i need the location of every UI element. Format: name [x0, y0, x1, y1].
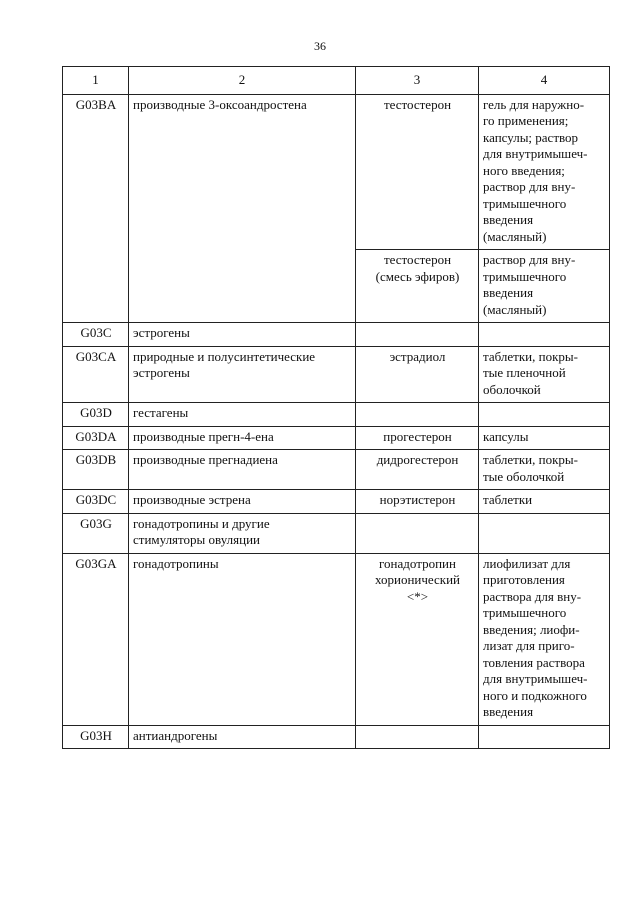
- column-header-1: 1: [63, 67, 129, 95]
- substance-line: прогестерон: [383, 428, 452, 444]
- form-line: (масляный): [483, 301, 547, 317]
- column-header-4: 4: [479, 67, 610, 95]
- group-name-cell: [129, 346, 356, 403]
- table-row: [63, 426, 610, 450]
- group-line: антиандрогены: [133, 727, 218, 743]
- atc-code-cell: G03GA: [63, 553, 129, 725]
- group-line: производные 3-оксоандростена: [133, 96, 307, 112]
- table-row: [63, 725, 610, 749]
- table-row: [63, 490, 610, 514]
- form-line: (масляный): [483, 228, 547, 244]
- dosage-form-cell: [479, 553, 610, 725]
- form-line: тые пленочной: [483, 365, 566, 380]
- form-line: таблетки, покры-: [483, 452, 578, 467]
- form-line: для внутримышеч-: [483, 146, 588, 161]
- table-row: [63, 553, 610, 725]
- atc-code-cell: G03H: [63, 725, 129, 749]
- header-row: [63, 67, 610, 95]
- substance-cell: [356, 346, 479, 403]
- dosage-form-cell: [479, 490, 610, 514]
- form-line: товления раствора: [483, 654, 585, 670]
- atc-code-cell: G03DB: [63, 450, 129, 490]
- form-line: таблетки, покры-: [483, 348, 578, 364]
- form-line: введения; лиофи-: [483, 621, 580, 637]
- substance-line: тестостерон: [383, 252, 452, 267]
- group-name-cell: [129, 403, 356, 427]
- dosage-form-cell: [479, 513, 610, 553]
- form-line: раствор для вну-: [483, 252, 576, 267]
- substance-cell: [356, 426, 479, 450]
- group-line: гестагены: [133, 405, 189, 420]
- table-row: [63, 323, 610, 347]
- group-line: производные прегнадиена: [133, 452, 278, 467]
- group-line: эстрогены: [133, 365, 190, 380]
- form-line: го применения;: [483, 113, 569, 128]
- form-line: введения: [483, 704, 534, 719]
- group-name-cell: [129, 513, 356, 553]
- form-line: тримышечного: [483, 605, 567, 620]
- dosage-form-cell: [479, 323, 610, 347]
- group-name-cell: [129, 450, 356, 490]
- substance-line: дидрогестерон: [376, 452, 459, 467]
- form-line: таблетки: [483, 492, 533, 507]
- atc-code-cell: G03CA: [63, 346, 129, 403]
- form-line: для внутримышеч-: [483, 671, 588, 686]
- form-line: гель для наружно-: [483, 96, 585, 112]
- substance-line: <*>: [406, 588, 429, 604]
- substance-cell: [356, 553, 479, 725]
- table-row: [63, 450, 610, 490]
- form-line: раствор для вну-: [483, 179, 576, 194]
- atc-code-cell: G03DC: [63, 490, 129, 514]
- substance-line: (смесь эфиров): [375, 268, 460, 284]
- group-name-cell: [129, 426, 356, 450]
- form-line: введения: [483, 285, 534, 300]
- dosage-form-cell: [479, 725, 610, 749]
- substance-cell: [356, 94, 479, 250]
- group-line: гонадотропины и другие: [133, 515, 270, 531]
- dosage-form-cell: [479, 346, 610, 403]
- table-row: [63, 403, 610, 427]
- column-header-2: 2: [129, 67, 356, 95]
- atc-code-cell: G03BA: [63, 94, 129, 323]
- dosage-form-cell: [479, 403, 610, 427]
- group-name-cell: [129, 94, 356, 323]
- form-line: ного введения;: [483, 162, 565, 178]
- form-line: капсулы; раствор: [483, 129, 579, 145]
- group-name-cell: [129, 490, 356, 514]
- substance-cell: [356, 490, 479, 514]
- atc-drug-table: [62, 66, 610, 749]
- table-row: [63, 346, 610, 403]
- substance-line: хорионический: [374, 572, 460, 587]
- group-line: производные эстрена: [133, 492, 251, 507]
- form-line: лиофилизат для: [483, 555, 571, 571]
- dosage-form-cell: [479, 450, 610, 490]
- dosage-form-cell: [479, 250, 610, 323]
- substance-cell: [356, 323, 479, 347]
- form-line: оболочкой: [483, 381, 541, 397]
- form-line: тримышечного: [483, 268, 567, 284]
- substance-line: тестостерон: [383, 96, 452, 112]
- group-line: эстрогены: [133, 325, 190, 340]
- substance-line: норэтистерон: [379, 492, 456, 507]
- atc-code-cell: G03DA: [63, 426, 129, 450]
- form-line: введения: [483, 212, 534, 227]
- form-line: ного и подкожного: [483, 687, 587, 703]
- group-name-cell: [129, 553, 356, 725]
- form-line: приготовления: [483, 572, 565, 587]
- substance-cell: [356, 250, 479, 323]
- substance-cell: [356, 403, 479, 427]
- substance-line: эстрадиол: [389, 348, 446, 364]
- form-line: раствора для вну-: [483, 588, 582, 604]
- atc-code-cell: G03C: [63, 323, 129, 347]
- group-name-cell: [129, 323, 356, 347]
- substance-cell: [356, 450, 479, 490]
- page-number: 36: [314, 39, 326, 53]
- dosage-form-cell: [479, 94, 610, 250]
- form-line: тые оболочкой: [483, 468, 565, 484]
- atc-code-cell: G03G: [63, 513, 129, 553]
- group-name-cell: [129, 725, 356, 749]
- substance-cell: [356, 513, 479, 553]
- column-header-3: 3: [356, 67, 479, 95]
- dosage-form-cell: [479, 426, 610, 450]
- group-line: гонадотропины: [133, 555, 219, 571]
- table-row: [63, 94, 610, 250]
- group-line: стимуляторы овуляции: [133, 532, 260, 547]
- table-row: [63, 513, 610, 553]
- substance-line: гонадотропин: [379, 555, 456, 571]
- form-line: лизат для приго-: [483, 638, 575, 653]
- group-line: природные и полусинтетические: [133, 348, 316, 364]
- form-line: тримышечного: [483, 195, 567, 211]
- atc-code-cell: G03D: [63, 403, 129, 427]
- substance-cell: [356, 725, 479, 749]
- form-line: капсулы: [483, 428, 529, 444]
- group-line: производные прегн-4-ена: [133, 428, 274, 444]
